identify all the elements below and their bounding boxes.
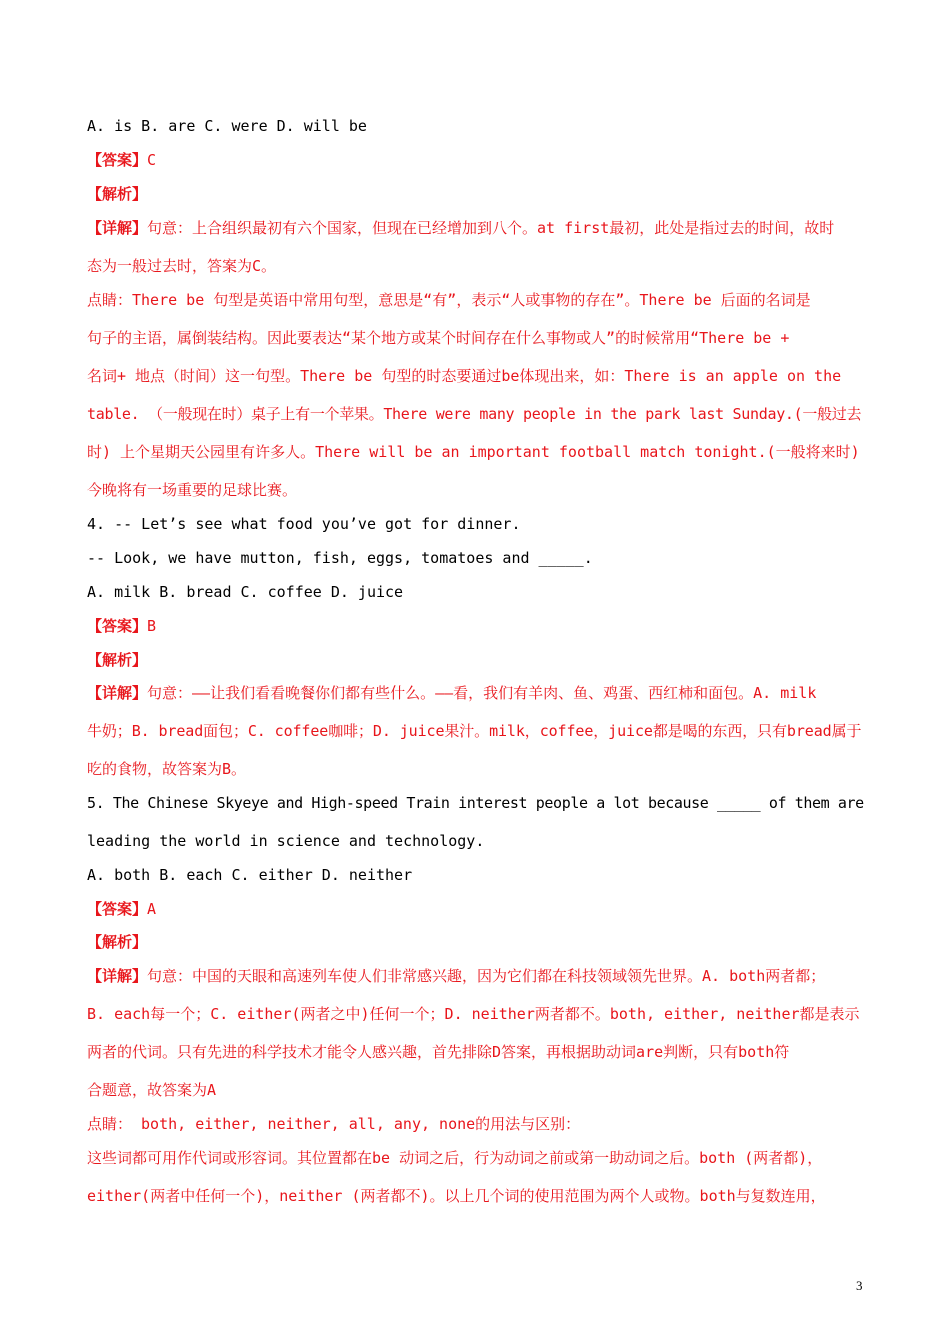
q3-note-line: 句子的主语，属倒装结构。因此要表达“某个地方或某个时间存在什么事物或人”的时候常用“There be + <box>87 329 790 347</box>
q5-stem-line: leading the world in science and technology. <box>87 832 485 850</box>
q3-note-line: 时) 上个星期天公园里有许多人。There will be an important football match tonight.(一般将来时) <box>87 443 860 461</box>
analysis-tag: 【解析】 <box>87 185 148 203</box>
answer-tag: 【答案】 <box>87 151 148 169</box>
q3-detail-line <box>87 218 867 238</box>
q5-note-line: 点睛： both, either, neither, all, any, none的用法与区别： <box>87 1115 581 1133</box>
q4-answer <box>87 616 867 636</box>
answer-tag: 【答案】 <box>87 900 148 918</box>
q4-detail-line <box>87 683 867 703</box>
q3-note-line: table. （一般现在时）桌子上有一个苹果。There were many people in the park last Sunday.(一般过去 <box>87 405 862 423</box>
q5-detail-line: B. each每一个；C. either(两者之中)任何一个；D. neither两者都不。both, either, neither都是表示 <box>87 1005 860 1023</box>
detail-tag: 【详解】 <box>87 967 148 985</box>
detail-text: 句意：——让我们看看晚餐你们都有些什么。——看，我们有羊肉、鱼、鸡蛋、西红柿和面包。A. milk <box>147 684 817 702</box>
detail-tag: 【详解】 <box>87 684 148 702</box>
detail-text: 句意：中国的天眼和高速列车使人们非常感兴趣，因为它们都在科技领域领先世界。A. both两者都； <box>147 967 826 985</box>
q5-stem-line: 5. The Chinese Skyeye and High-speed Train interest people a lot because _____ of them are <box>87 794 864 812</box>
q4-detail-line: 吃的食物，故答案为B。 <box>87 760 247 778</box>
q4-analysis-heading <box>87 650 867 670</box>
q5-detail-line: 两者的代词。只有先进的科学技术才能令人感兴趣，首先排除D答案，再根据助动词are判断，只有both符 <box>87 1043 790 1061</box>
q4-options: A. milk B. bread C. coffee D. juice <box>87 583 404 601</box>
q4-stem-line: -- Look, we have mutton, fish, eggs, tomatoes and _____. <box>87 549 593 567</box>
q5-note-line: 这些词都可用作代词或形容词。其位置都在be 动词之后，行为动词之前或第一助动词之后。both (两者都)， <box>87 1149 823 1167</box>
detail-text: 句意：上合组织最初有六个国家，但现在已经增加到八个。at first最初，此处是指过去的时间，故时 <box>147 219 835 237</box>
q4-stem-line: 4. -- Let’s see what food you’ve got for dinner. <box>87 515 521 533</box>
q5-analysis-heading <box>87 932 867 952</box>
q5-detail-line <box>87 966 867 986</box>
q5-detail-line: 合题意，故答案为A <box>87 1081 217 1099</box>
page-number: 3 <box>856 1278 863 1293</box>
q3-note-line: 名词+ 地点（时间）这一句型。There be 句型的时态要通过be体现出来，如：There is an apple on the <box>87 367 842 385</box>
answer-value: A <box>147 900 157 918</box>
q3-detail-line: 态为一般过去时，答案为C。 <box>87 257 277 275</box>
q3-analysis-heading <box>87 184 867 204</box>
q3-note-line: 今晚将有一场重要的足球比赛。 <box>87 481 298 499</box>
q5-answer <box>87 899 867 919</box>
q3-answer <box>87 150 867 170</box>
q3-note-line: 点睛：There be 句型是英语中常用句型，意思是“有”，表示“人或事物的存在”。There be 后面的名词是 <box>87 291 811 309</box>
answer-value: B <box>147 617 157 635</box>
detail-tag: 【详解】 <box>87 219 148 237</box>
q4-detail-line: 牛奶；B. bread面包；C. coffee咖啡；D. juice果汁。milk，coffee，juice都是喝的东西，只有bread属于 <box>87 722 862 740</box>
q5-note-line: either(两者中任何一个)，neither (两者都不)。以上几个词的使用范围为两个人或物。both与复数连用， <box>87 1187 826 1205</box>
answer-value: C <box>147 151 157 169</box>
analysis-tag: 【解析】 <box>87 651 148 669</box>
analysis-tag: 【解析】 <box>87 933 148 951</box>
answer-tag: 【答案】 <box>87 617 148 635</box>
q5-options: A. both B. each C. either D. neither <box>87 866 413 884</box>
q3-options: A. is B. are C. were D. will be <box>87 117 367 135</box>
